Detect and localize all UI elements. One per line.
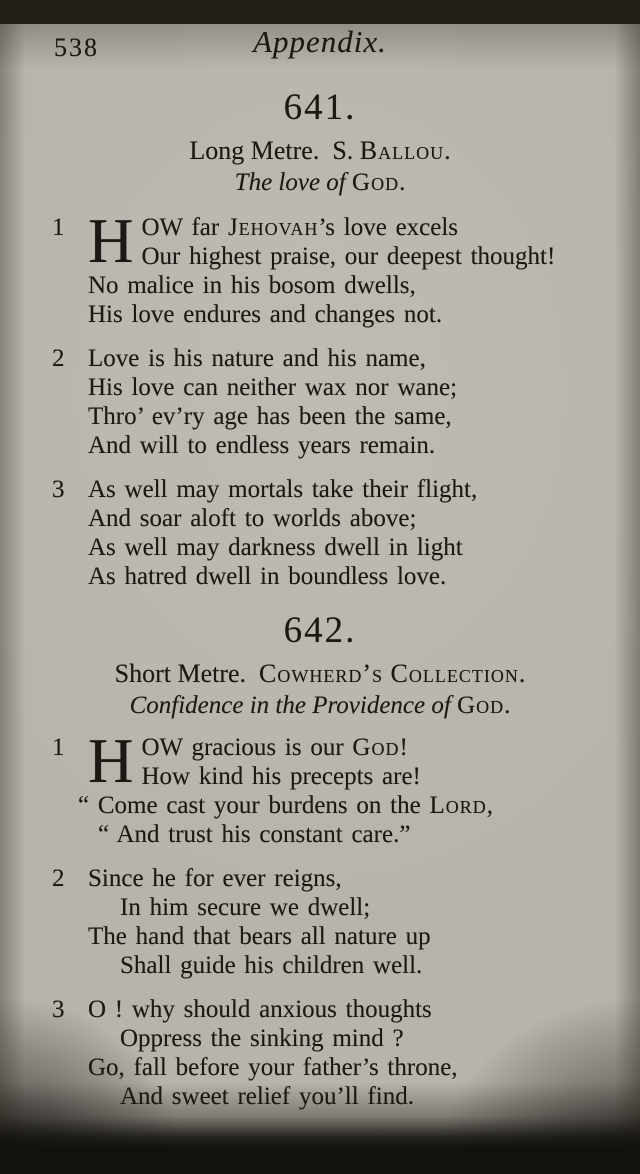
verse-line: Go, fall before your father’s throne, [88,1054,458,1081]
verse-line: Since he for ever reigns, [88,865,342,892]
verse-line: His love can neither wax nor wane; [88,374,458,401]
verse-body [78,726,610,849]
verse [30,206,610,329]
verse [30,864,610,980]
verse-number: 2 [52,345,65,372]
hymn-verses [30,726,610,1111]
verse-line: In him secure we dwell; [120,894,371,921]
verse-line: Thro’ ev’ry age has been the same, [88,403,452,430]
verse-line: OW far Jehovah’s love excels [141,214,459,241]
verse-line: Our highest praise, our deepest thought! [141,243,556,270]
drop-cap: H [88,726,134,796]
verse-body [88,475,610,591]
hymn-title: The love of God. [234,169,406,196]
hymn-metre-line: Short Metre. Cowherd’s Collection. [114,659,526,688]
verse [30,475,610,591]
verse-number: 1 [52,734,65,761]
verse-line: OW gracious is our God! [141,734,408,761]
verse-line: And sweet relief you’ll find. [120,1083,414,1110]
running-header: Appendix. [253,24,387,59]
verse [30,344,610,460]
hymn-642 [0,611,640,1111]
verse-line: How kind his precepts are! [141,763,421,790]
hymn-verses [30,206,610,591]
verse-line: No malice in his bosom dwells, [88,272,416,299]
verse-number: 1 [52,214,65,241]
verse-body [88,344,610,460]
page-header [36,24,604,68]
verse-line: As well may darkness dwell in light [88,534,463,561]
verse-number: 3 [52,996,65,1023]
verse-line: Oppress the sinking mind ? [120,1025,404,1052]
verse-line: His love endures and changes not. [88,301,443,328]
verse-line: The hand that bears all nature up [88,923,431,950]
hymn-metre-line: Long Metre. S. Ballou. [189,136,451,165]
verse-line: And will to endless years remain. [88,432,436,459]
verse-line: Shall guide his children well. [120,952,423,979]
verse [30,995,610,1111]
verse-number: 3 [52,476,65,503]
verse-line: “ And trust his constant care.” [98,821,411,848]
hymn-number: 642. [283,610,357,651]
drop-cap: H [88,206,134,276]
hymn-number: 641. [283,87,357,128]
verse-line: As hatred dwell in boundless love. [88,563,447,590]
verse-line: “ Come cast your burdens on the Lord, [78,792,493,819]
verse-body [88,206,610,329]
verse-number: 2 [52,865,65,892]
verse-body [88,995,610,1111]
verse-line: As well may mortals take their flight, [88,476,478,503]
verse-line: Love is his nature and his name, [88,345,426,372]
verse-body [88,864,610,980]
verse-line: O ! why should anxious thoughts [88,996,432,1023]
verse [30,726,610,849]
hymn-title: Confidence in the Providence of God. [129,692,511,719]
verse-line: And soar aloft to worlds above; [88,505,417,532]
page-number: 538 [54,33,99,62]
book-page [0,24,640,1174]
hymn-641 [0,88,640,591]
